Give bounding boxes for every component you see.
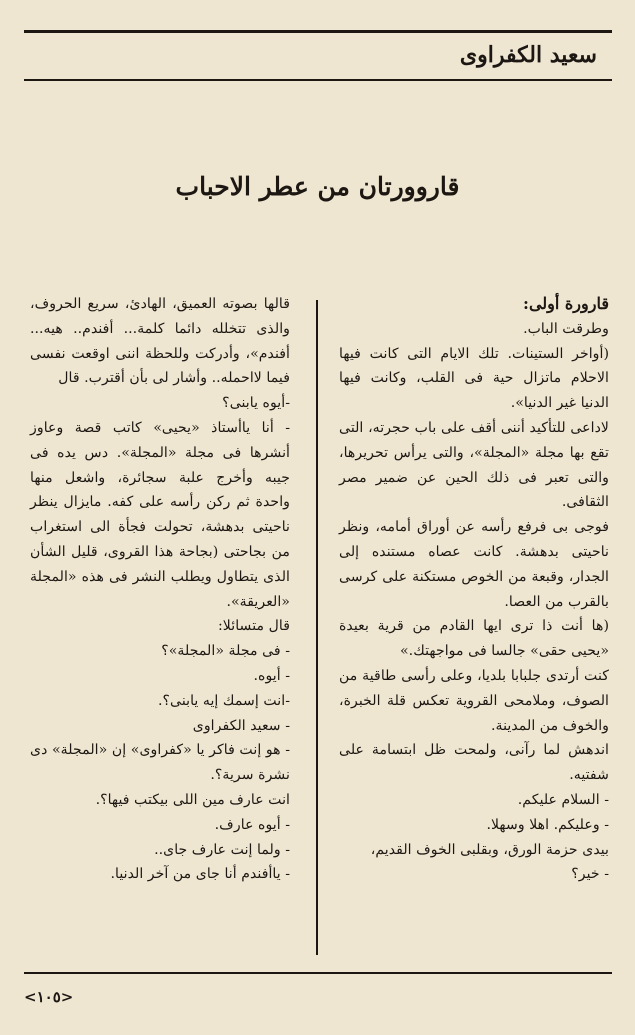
dialogue-line: - سعيد الكفراوى xyxy=(192,717,290,734)
paragraph: (ها أنت ذا ترى ايها القادم من قرية بعيدة «يحيى حقى» جالسا فى مواجهتك.» xyxy=(339,618,609,660)
dialogue-line: - خير؟ xyxy=(571,866,609,883)
paragraph: فوجى بى فرفع رأسه عن أوراق أمامه، ونظر ناحيتى بدهشة. كانت عصاه مستنده إلى الجدار، وقبعة من الخوص مستكنة على كرسى بالقرب من العصا. xyxy=(339,519,609,610)
paragraph: كنت أرتدى جلبابا بلديا، وعلى رأسى طاقية من الصوف، وملامحى القروية تعكس قلة الخبرة، والخوف من المدينة. xyxy=(339,667,609,734)
paragraph: وطرقت الباب. xyxy=(523,320,609,337)
left-column xyxy=(30,292,290,887)
article-title: قاروورتان من عطر الاحباب xyxy=(175,172,460,201)
author-name: سعيد الكفراوى xyxy=(459,42,597,68)
paragraph: قال متسائلا: xyxy=(218,618,290,635)
top-rule xyxy=(24,30,612,33)
dialogue-line: - هو إنت فاكر يا «كفراوى» إن «المجلة» دى نشرة سرية؟. xyxy=(30,742,290,784)
paragraph: (أواخر الستينات. تلك الايام التى كانت فيها الاحلام ماتزال حية فى القلب، وكانت فيها الدنيا غير الدنيا». xyxy=(339,345,609,412)
bottom-rule xyxy=(24,972,612,974)
dialogue-line: - ولما إنت عارف جاى.. xyxy=(154,841,290,858)
right-column xyxy=(339,292,609,887)
dialogue-line: انت عارف مين اللى بيكتب فيها؟. xyxy=(95,791,290,808)
paragraph: - أنا ياأستاذ «يحيى» كاتب قصة وعاوز أنشرها فى مجلة «المجلة». دس يده فى جيبه وأخرج علبة سجائرة، واشعل منها واحدة ثم ركن رأسه على كفه. مايزال ينظر ناحيتى بدهشة، تحولت فجأة الى استغراب من بجاحتى (بجاحة هذا القروى، قليل الشأن الذى يتطاول ويطلب النشر فى هذه «المجلة «العريقة». xyxy=(30,419,290,610)
paragraph: اندهش لما رآنى، ولمحت ظل ابتسامة على شفتيه. xyxy=(339,742,609,784)
dialogue-line: - أيوه عارف. xyxy=(214,816,290,833)
dialogue-line: - فى مجلة «المجلة»؟ xyxy=(161,643,290,660)
paragraph: بيدى حزمة الورق، وبقلبى الخوف القديم، xyxy=(370,841,609,858)
paragraph: قالها بصوته العميق، الهادئ، سريع الحروف، والذى تتخلله دائما كلمة... أفندم.. هيه... أفندم»، وأدركت وللحظة اننى اوقعت نفسى فيما لااحمله.. وأشار لى بأن أقترب. قال xyxy=(30,296,290,387)
dialogue-line: - أيوه. xyxy=(253,667,290,684)
paragraph: لاداعى للتأكيد أننى أقف على باب حجرته، التى تقع بها مجلة «المجلة»، والتى يرأس تحريرها، والتى تعبر فى ذلك الحين عن ضمير مصر الثقافى. xyxy=(339,419,609,511)
header-rule xyxy=(24,79,612,81)
section-heading: قارورة أولى: xyxy=(523,294,609,313)
dialogue-line: - السلام عليكم. xyxy=(517,791,609,808)
dialogue-line: -انت إسمك إيه يابنى؟. xyxy=(158,692,290,709)
dialogue-line: - ياأفندم أنا جاى من آخر الدنيا. xyxy=(110,866,290,883)
dialogue-line: - وعليكم. اهلا وسهلا. xyxy=(486,816,609,833)
dialogue-line: -أيوه يابنى؟ xyxy=(222,395,290,412)
page-number: <١٠٥> xyxy=(24,988,74,1006)
column-divider xyxy=(316,300,318,955)
